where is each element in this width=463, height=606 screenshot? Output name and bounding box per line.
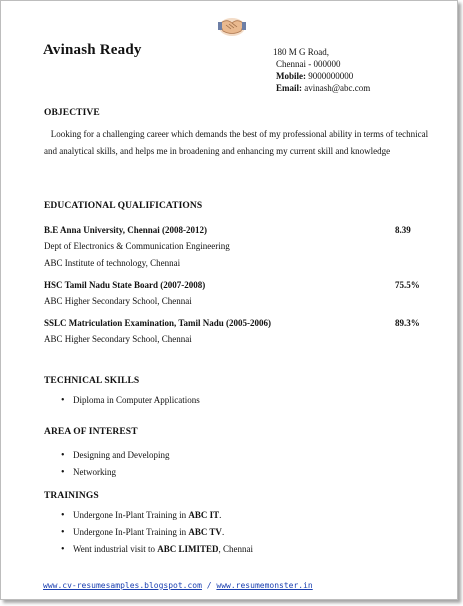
footer-separator: / bbox=[201, 581, 217, 590]
edu-score-be: 8.39 bbox=[395, 225, 411, 235]
list-item: • Undergone In-Plant Training in ABC IT. bbox=[61, 507, 253, 524]
edu-line-sslc-school: ABC Higher Secondary School, Chennai bbox=[44, 334, 192, 344]
handshake-icon bbox=[217, 13, 247, 39]
objective-heading: OBJECTIVE bbox=[44, 108, 100, 118]
edu-line-be-dept: Dept of Electronics & Communication Engineering bbox=[44, 241, 230, 251]
mobile-line bbox=[273, 70, 370, 82]
edu-title-hsc: HSC Tamil Nadu State Board (2007-2008) bbox=[44, 280, 206, 290]
interests-heading: AREA OF INTEREST bbox=[44, 427, 138, 437]
address-city: Chennai - 000000 bbox=[276, 59, 341, 69]
address-street: 180 M G Road, bbox=[273, 47, 329, 57]
email-line bbox=[273, 82, 370, 94]
objective-text: Looking for a challenging career which demands the best of my professional ability in terms of technical and analytical skills, and helps me in broadening and enhancing my current skill and knowledge bbox=[44, 129, 429, 156]
list-item: • Networking bbox=[61, 464, 169, 481]
footer-links bbox=[43, 581, 313, 590]
footer-link-resumemonster[interactable]: www.resumemonster.in bbox=[216, 581, 313, 590]
contact-block bbox=[273, 46, 370, 94]
list-item: • Went industrial visit to ABC LIMITED, Chennai bbox=[61, 541, 253, 558]
edu-title-be: B.E Anna University, Chennai (2008-2012) bbox=[44, 225, 208, 235]
technical-skills-list bbox=[61, 392, 200, 409]
edu-line-hsc-school: ABC Higher Secondary School, Chennai bbox=[44, 296, 192, 306]
trainings-list bbox=[61, 507, 253, 558]
email-value[interactable]: avinash@abc.com bbox=[304, 83, 371, 93]
footer-link-cv-resumesamples[interactable]: www.cv-resumesamples.blogspot.com bbox=[43, 581, 202, 590]
interests-list bbox=[61, 447, 169, 481]
trainings-heading: TRAININGS bbox=[44, 491, 99, 501]
list-item: • Undergone In-Plant Training in ABC TV. bbox=[61, 524, 253, 541]
email-label: Email: bbox=[276, 83, 302, 93]
list-item: • Designing and Developing bbox=[61, 447, 169, 464]
list-item: • Diploma in Computer Applications bbox=[61, 392, 200, 409]
candidate-name: Avinash Ready bbox=[43, 42, 142, 58]
mobile-value: 9000000000 bbox=[308, 71, 354, 81]
edu-score-sslc: 89.3% bbox=[395, 318, 420, 328]
mobile-label: Mobile: bbox=[276, 71, 306, 81]
education-heading: EDUCATIONAL QUALIFICATIONS bbox=[44, 201, 203, 211]
technical-skills-heading: TECHNICAL SKILLS bbox=[44, 376, 140, 386]
edu-line-be-college: ABC Institute of technology, Chennai bbox=[44, 258, 181, 268]
edu-title-sslc: SSLC Matriculation Examination, Tamil Nadu (2005-2006) bbox=[44, 318, 272, 328]
edu-score-hsc: 75.5% bbox=[395, 280, 420, 290]
